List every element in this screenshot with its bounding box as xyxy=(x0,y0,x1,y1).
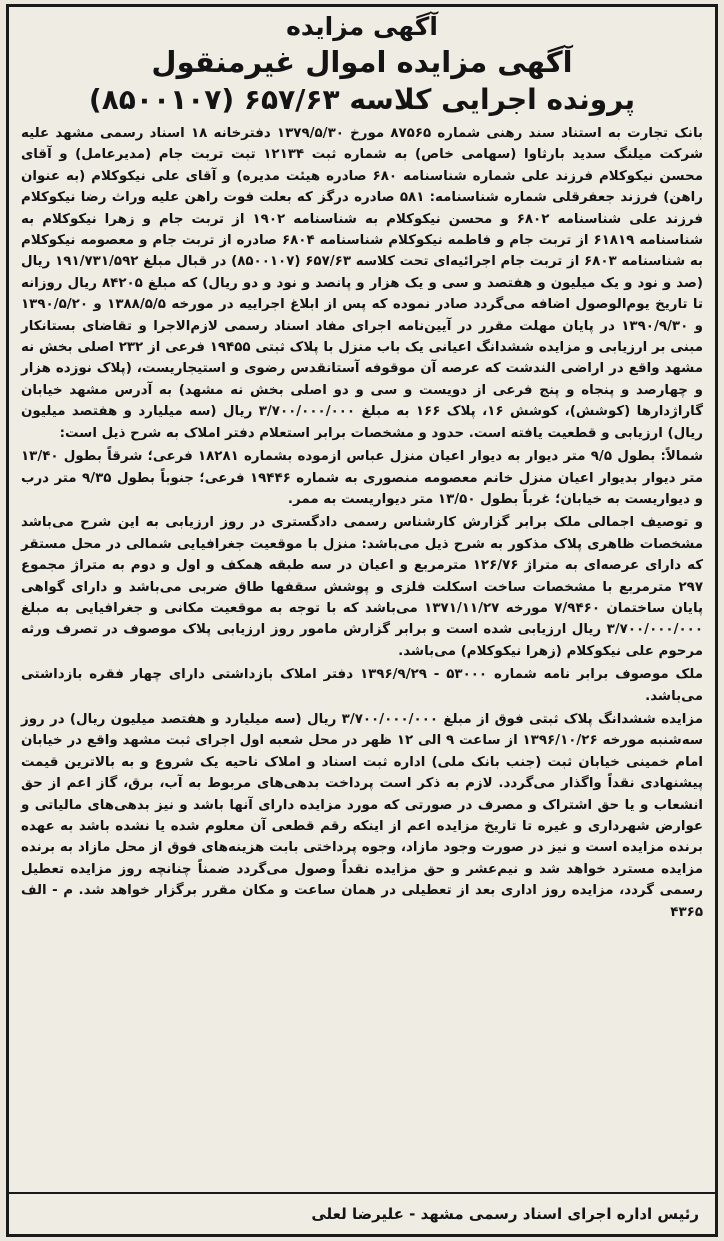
paragraph-seizure: ملک موصوف برابر نامه شماره ۵۳۰۰۰ - ۱۳۹۶/۹/۲۹ دفتر املاک بازداشتی دارای چهار فقره بازداشتی می‌باشد. xyxy=(21,667,703,704)
paragraph-property-description: و توصیف اجمالی ملک برابر گزارش کارشناس رسمی دادگستری در روز ارزیابی به این شرح می‌باشد مشخصات ظاهری پلاک مذکور به شرح ذیل می‌باشد: منزل با موقعیت جغرافیایی شمالی در محل مستقر که دارای عرصه‌ای به متراژ ۱۲۶/۷۶ مترمربع و اعیان در سه طبقه همکف و اول و دوم به متراژ مجموع ۲۹۷ مترمربع با مشخصات ساخت اسکلت فلزی و پوشش سقفها طاق ضربی می‌باشد و دارای گواهی پایان ساختمان ۷/۹۴۶۰ مورخه ۱۳۷۱/۱۱/۲۷ می‌باشد که با توجه به موقعیت مکانی و جغرافیایی به مبلغ ۳/۷۰۰/۰۰۰/۰۰۰ ریال ارزیابی شده است و برابر گزارش مامور روز ارزیابی پلاک موصوف در تصرف ورثه مرحوم علی نیکوکلام (زهرا نیکوکلام) می‌باشد. xyxy=(21,515,703,659)
notice-body xyxy=(21,123,703,923)
notice-subtitle: آگهی مزایده اموال غیرمنقول xyxy=(151,45,573,79)
notice-title: آگهی مزایده xyxy=(286,12,438,41)
signature-text: رئیس اداره اجرای اسناد رسمی مشهد - علیرضا لعلی xyxy=(311,1205,699,1223)
notice-page xyxy=(6,4,718,1237)
paragraph-auction-terms: مزایده ششدانگ پلاک ثبتی فوق از مبلغ ۳/۷۰۰/۰۰۰/۰۰۰ ریال (سه میلیارد و هفتصد میلیون ریال) در روز سه‌شنبه مورخه ۱۳۹۶/۱۰/۲۶ از ساعت ۹ الی ۱۲ ظهر در محل شعبه اول اجرای ثبت مشهد واقع در خیابان امام خمینی خیابان ثبت (جنب بانک ملی) اداره ثبت اسناد و املاک ناحیه یک شروع و به بالاترین قیمت پیشنهادی نقداً واگذار می‌گردد. لازم به ذکر است پرداخت بدهی‌های مربوط به آب، برق، گاز اعم از حق انشعاب و یا حق اشتراک و مصرف در صورتی که مورد مزایده دارای آنها باشد و نیز بدهی‌های مالیاتی و عوارض شهرداری و غیره تا تاریخ مزایده اعم از اینکه رقم قطعی آن معلوم شده یا نشده باشد به عهده برنده مزایده است و نیز در صورت وجود مازاد، وجوه پرداختی بابت هزینه‌های فوق از محل مازاد به برنده مزایده مسترد خواهد شد و نیم‌عشر و حق مزایده نقداً وصول می‌گردد ضمناً چنانچه روز مزایده تعطیل رسمی گردد، مزایده روز اداری بعد از تعطیلی در همان ساعت و مکان مقرر برگزار خواهد شد. م - الف ۴۳۶۵ xyxy=(21,711,703,920)
signature-footer xyxy=(9,1192,715,1234)
paragraph-intro: بانک تجارت به استناد سند رهنی شماره ۸۷۵۶۵ مورخ ۱۳۷۹/۵/۳۰ دفترخانه ۱۸ اسناد رسمی مشهد علیه شرکت میلنگ سدید بارثاوا (سهامی خاص) به شماره ثبت ۱۲۱۳۴ تبت تربت جام (مدیرعامل) و آقای محسن نیکوکلام فرزند علی شماره شناسنامه ۶۸۰ صادره هیئت مدیره) و آقای علی نیکوکلام (به عنوان راهن) فرزند جعفرقلی شماره شناسنامه: ۵۸۱ صادره درگز که بعلت فوت راهن علیه وراث رضا نیکوکلام فرزند علی شناسنامه ۶۸۰۲ و محسن نیکوکلام به شناسنامه ۱۹۰۲ از تربت جام و زهرا نیکوکلام به شناسنامه ۶۱۸۱۹ از تربت جام و فاطمه نیکوکلام شناسنامه ۶۸۰۴ صادره از تربت جام و معصومه نیکوکلام به شناسنامه ۶۸۰۳ از تربت جام اجرائیه‌ای تحت کلاسه ۶۵۷/۶۳ (۸۵۰۰۱۰۷) در قبال مبلغ ۱۹۱/۷۳۱/۵۹۲ ریال (صد و نود و یک میلیون و هفتصد و سی و یک هزار و پانصد و نود و دو ریال) که مبلغ ۸۴۲۰۵ ریال روزانه تا تاریخ یوم‌الوصول اضافه می‌گردد صادر نموده که پس از ابلاغ اجراییه در مورخه ۱۳۸۸/۵/۵ و ۱۳۹۰/۵/۲۰ و ۱۳۹۰/۹/۳۰ در پایان مهلت مقرر در آیین‌نامه اجرای مفاد اسناد رسمی لازم‌الاجرا و تقاضای بستانکار مبنی بر ارزیابی و مزایده ششدانگ اعیانی یک باب منزل با پلاک ثبتی ۱۹۴۵۵ فرعی از ۲۳۲ اصلی بخش نه مشهد واقع در اراضی الندشت که عرصه آن موقوفه آستانقدس رضوی و استیجاریست، (پلاک نوزده هزار و چهارصد و پنجاه و پنج فرعی از دویست و سی و دو اصلی بخش نه مشهد) به آدرس مشهد خیابان گاراژدارها (کوشش)، کوشش ۱۶، پلاک ۱۶۶ به مبلغ ۳/۷۰۰/۰۰۰/۰۰۰ ریال (سه میلیارد و هفتصد میلیون ریال) ارزیابی و قطعیت یافته است. حدود و مشخصات برابر استعلام دفتر املاک به شرح ذیل است: xyxy=(21,126,704,441)
case-number-title: پرونده اجرایی کلاسه ۶۵۷/۶۳ (۸۵۰۰۱۰۷) xyxy=(88,83,636,116)
paragraph-boundaries: شمالاً: بطول ۹/۵ متر دیوار به دیوار اعیان منزل عباس ازموده بشماره ۱۸۲۸۱ فرعی؛ شرقاً بطول ۱۳/۴۰ متر دیوار بدیوار اعیان منزل خانم معصومه منصوری به شماره ۱۹۴۴۶ فرعی؛ جنوباً بطول ۹/۳۵ متر درب و دیواریست به خیابان؛ غرباً بطول ۱۳/۵۰ متر دیواریست به ممر. xyxy=(21,449,703,507)
